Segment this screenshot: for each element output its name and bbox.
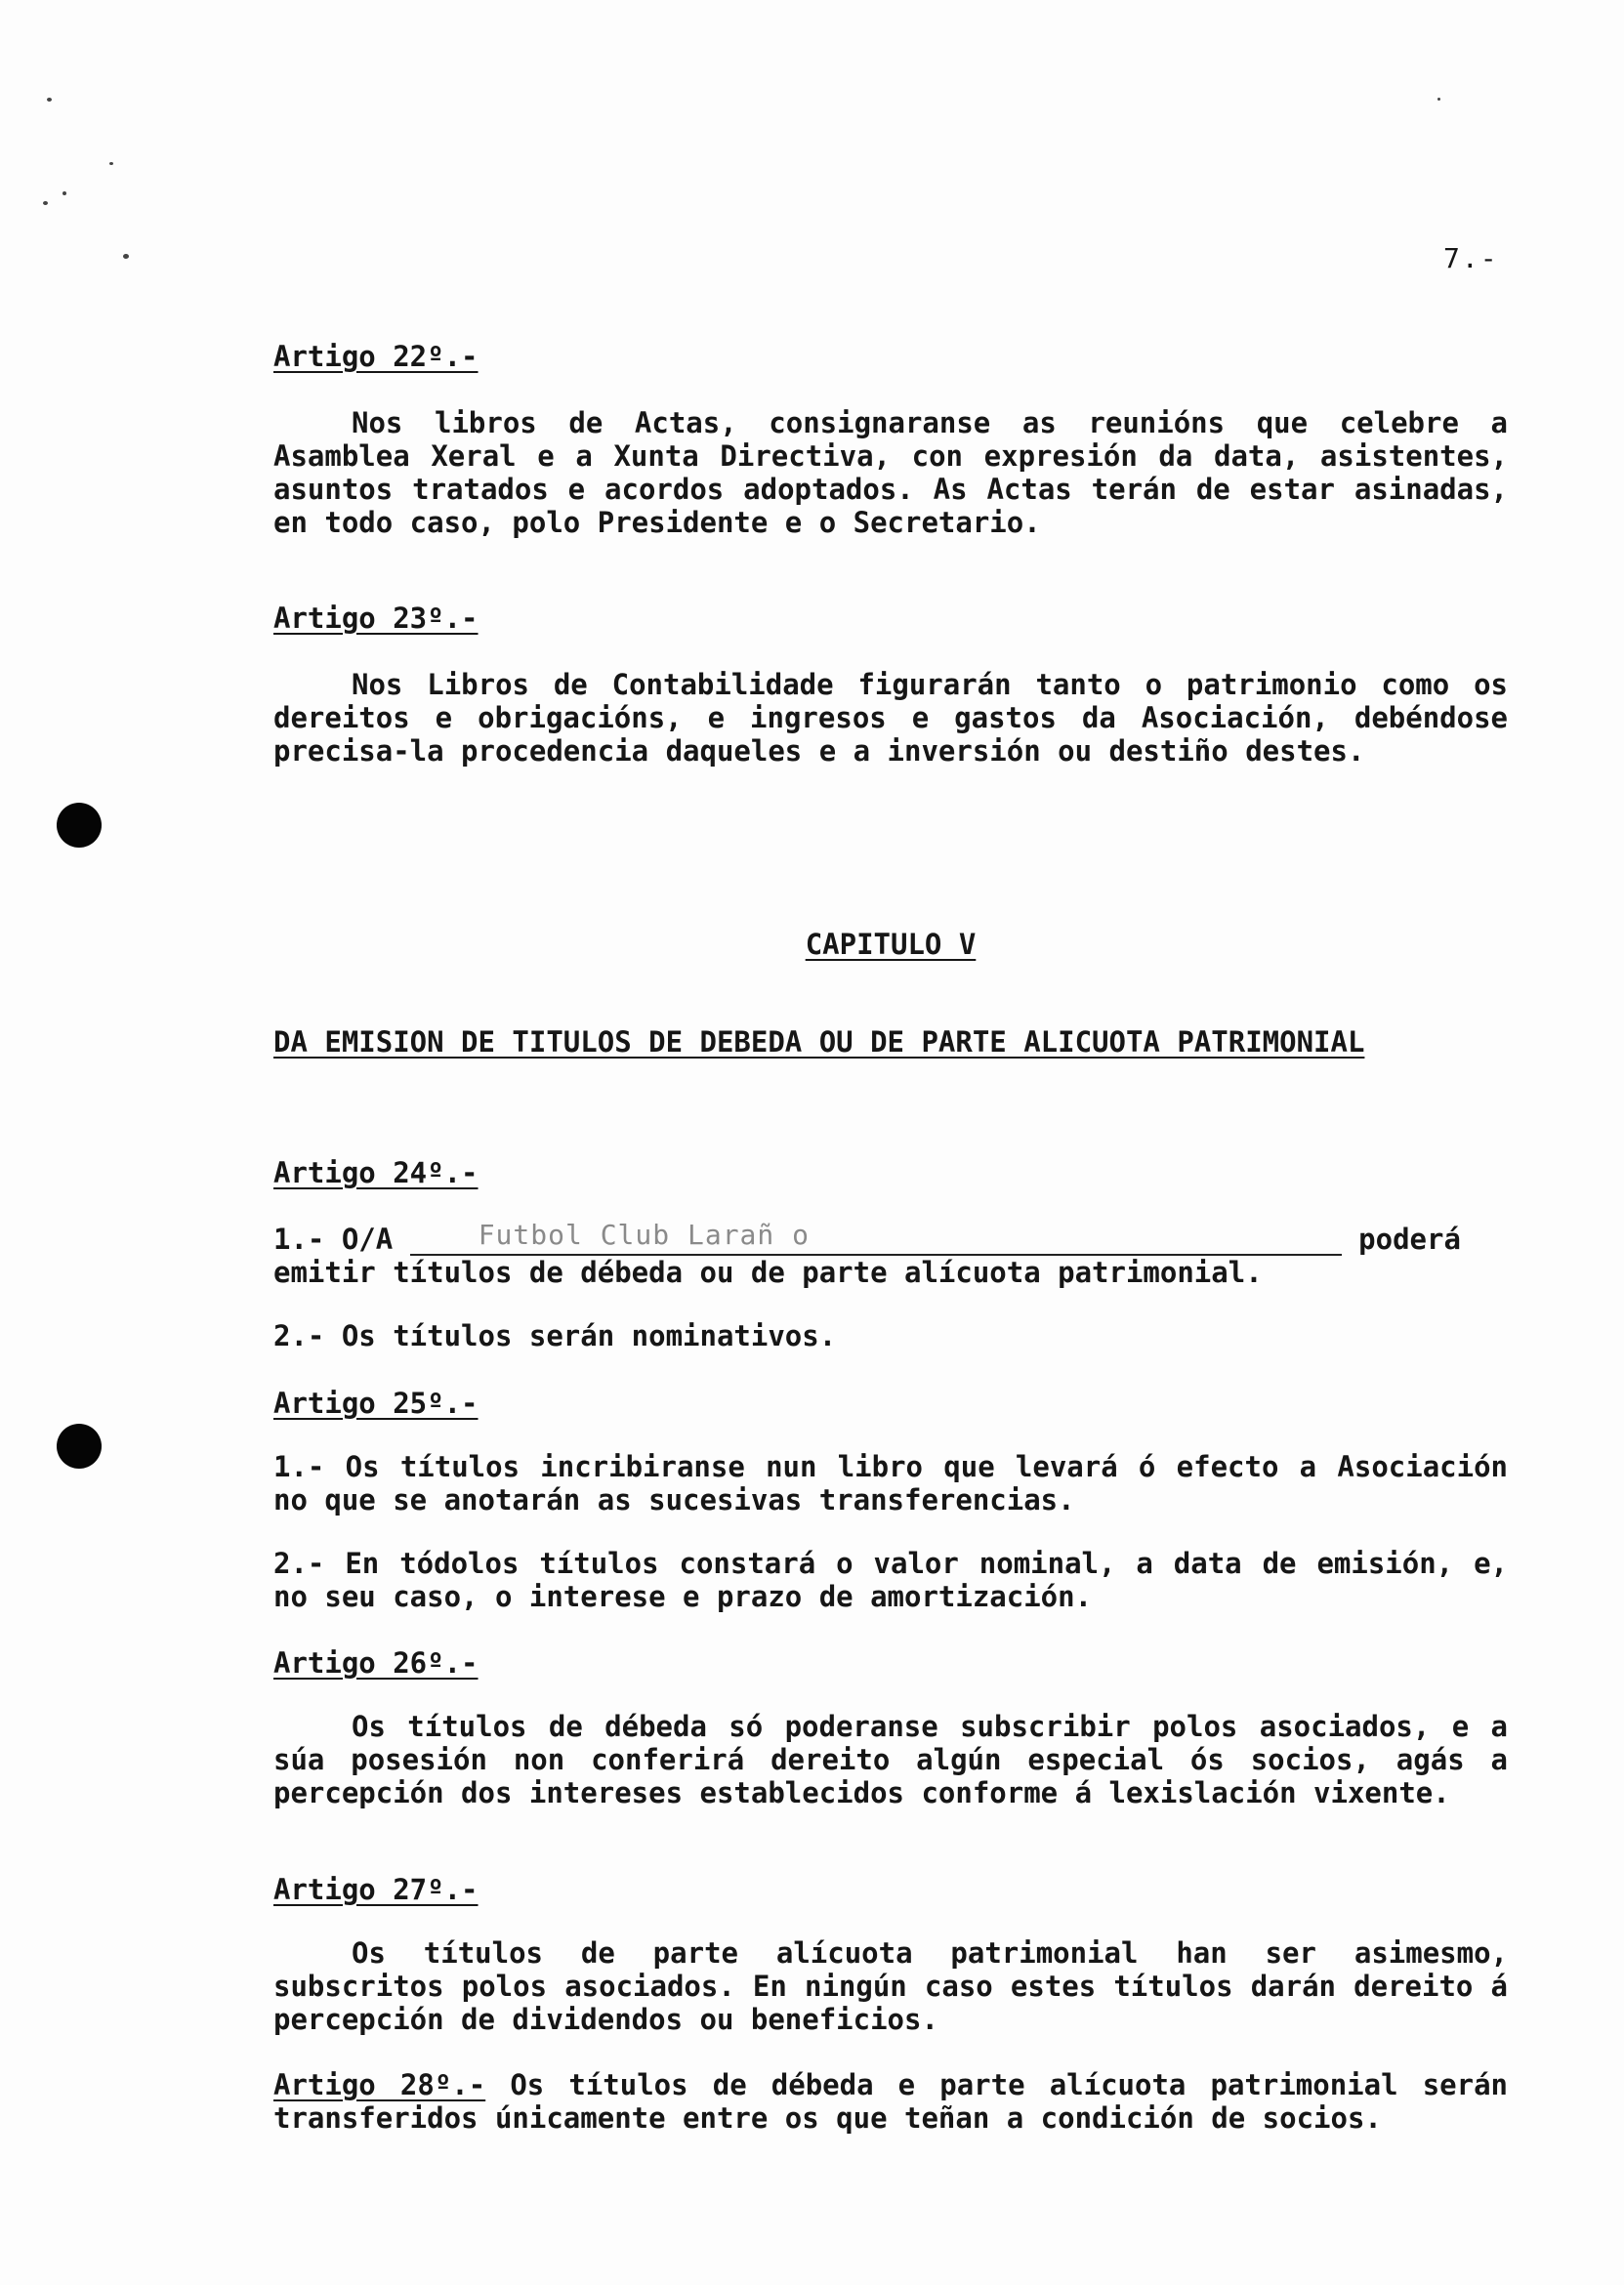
- chapter-subtitle: DA EMISION DE TITULOS DE DEBEDA OU DE PARTE ALICUOTA PATRIMONIAL: [273, 1025, 1365, 1059]
- article-paragraph: 2.- En tódolos títulos constará o valor nominal, a data de emisión, e, no seu caso, o interese e prazo de amortización.: [273, 1547, 1508, 1613]
- article-22: [273, 340, 1508, 539]
- paragraph-suffix: poderá: [1358, 1223, 1461, 1256]
- article-heading: Artigo 25º.-: [273, 1387, 479, 1420]
- article-heading: Artigo 27º.-: [273, 1873, 479, 1906]
- article-paragraph: Nos Libros de Contabilidade figurarán tanto o patrimonio como os dereitos e obrigacións, e ingresos e gastos da Asociación, debéndose precisa-la procedencia daqueles e a inversión ou destiño destes.: [273, 668, 1508, 768]
- article-28: [273, 2068, 1508, 2135]
- chapter-title: CAPITULO V: [805, 928, 977, 961]
- article-heading: Artigo 28º.-: [273, 2068, 486, 2101]
- article-paragraph: 2.- Os títulos serán nominativos.: [273, 1319, 837, 1352]
- article-24: [273, 1156, 1508, 1352]
- article-paragraph: Nos libros de Actas, consignaranse as reunións que celebre a Asamblea Xeral e a Xunta Directiva, con expresión da data, asistentes, asuntos tratados e acordos adoptados. As Actas terán de estar asinadas, en todo caso, polo Presidente e o Secretario.: [273, 406, 1508, 539]
- article-paragraph: [273, 2068, 1508, 2135]
- punch-hole-bottom: [57, 1424, 102, 1469]
- punch-hole-top: [57, 803, 102, 848]
- scan-speck: [43, 201, 48, 205]
- article-heading: Artigo 26º.-: [273, 1646, 479, 1680]
- paragraph-prefix: 1.- O/A: [273, 1223, 394, 1256]
- scan-speck: [62, 191, 66, 195]
- filled-entity-name: Futbol Club Larañ o: [478, 1219, 810, 1251]
- scan-speck: [1437, 98, 1440, 101]
- article-paragraph: emitir títulos de débeda ou de parte alícuota patrimonial.: [273, 1256, 1263, 1289]
- article-paragraph: Os títulos de parte alícuota patrimonial han ser asimesmo, subscritos polos asociados. En ningún caso estes títulos darán dereito á percepción de dividendos ou beneficios.: [273, 1936, 1508, 2036]
- article-25: [273, 1387, 1508, 1613]
- filled-blank-field: [410, 1219, 1342, 1256]
- scan-speck: [47, 98, 52, 102]
- page-number: 7.-: [1443, 242, 1499, 274]
- article-27: [273, 1873, 1508, 2036]
- article-26: [273, 1646, 1508, 1809]
- article-text: Os títulos de débeda e parte alícuota patrimonial serán transferidos únicamente entre os que teñan a condición de socios.: [273, 2068, 1508, 2135]
- scan-speck: [123, 254, 129, 259]
- article-paragraph: [273, 1219, 1508, 1256]
- article-23: [273, 602, 1508, 768]
- article-heading: Artigo 24º.-: [273, 1156, 479, 1189]
- scan-speck: [109, 162, 113, 165]
- article-heading: Artigo 23º.-: [273, 602, 479, 635]
- article-paragraph: 1.- Os títulos incribiranse nun libro que levará ó efecto a Asociación no que se anotarán as sucesivas transferencias.: [273, 1450, 1508, 1516]
- article-heading: Artigo 22º.-: [273, 340, 479, 373]
- article-paragraph: Os títulos de débeda só poderanse subscribir polos asociados, e a súa posesión non conferirá dereito algún especial ós socios, agás a percepción dos intereses establecidos conforme á lexislación vixente.: [273, 1710, 1508, 1809]
